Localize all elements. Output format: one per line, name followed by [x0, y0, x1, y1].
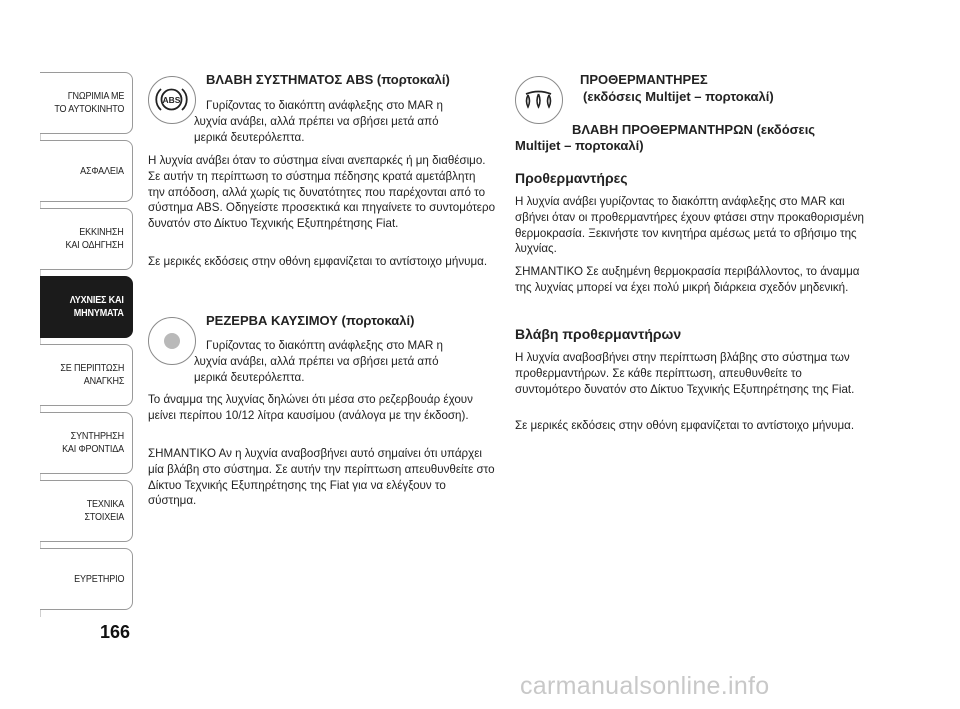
fuel-reserve-icon	[148, 317, 196, 365]
sidebar-tab-index[interactable]	[40, 548, 133, 610]
sidebar-tab-getting-to-know[interactable]	[40, 72, 133, 134]
sidebar-tab-warning-lights[interactable]	[40, 276, 133, 338]
sidebar-tab-label: ΕΥΡΕΤΗΡΙΟ	[73, 572, 124, 585]
abs-intro-line1: Γυρίζοντας το διακόπτη ανάφλεξης στο MAR η	[206, 99, 443, 112]
glow-plug-fault-subheading: Βλάβη προθερμαντήρων	[515, 326, 682, 342]
abs-message-note: Σε μερικές εκδόσεις στην οθόνη εμφανίζεται το αντίστοιχο μήνυμα.	[148, 255, 488, 268]
glow-plug-title-line2: (εκδόσεις Multijet – πορτοκαλί)	[583, 89, 774, 104]
sidebar-tab-label: ΣΕ ΠΕΡΙΠΤΩΣΗ ΑΝΑΓΚΗΣ	[60, 362, 124, 387]
glow-plug-message-note: Σε μερικές εκδόσεις στην οθόνη εμφανίζεται το αντίστοιχο μήνυμα.	[515, 419, 855, 432]
abs-icon-label: ABS	[162, 95, 181, 105]
glow-plugs-description: Η λυχνία ανάβει γυρίζοντας το διακόπτη ανάφλεξης στο MAR και σβήνει όταν οι προθερμαντήρες έχουν φτάσει στην προκαθορισμένη θερμοκρασία. Ξεκινήστε τον κινητήρα αμέσως μετά το σβήσιμο της λυχνίας.	[515, 195, 864, 256]
sidebar-tab-starting-driving[interactable]	[40, 208, 133, 270]
page-number: 166	[100, 622, 131, 642]
abs-title: ΒΛΑΒΗ ΣΥΣΤΗΜΑΤΟΣ ABS (πορτοκαλί)	[206, 72, 450, 87]
fuel-reserve-title: ΡΕΖΕΡΒΑ ΚΑΥΣΙΜΟΥ (πορτοκαλί)	[206, 313, 415, 328]
fuel-intro-line2: λυχνία ανάβει, αλλά πρέπει να σβήσει μετά από	[194, 355, 439, 368]
sidebar-tab-label: ΑΣΦΑΛΕΙΑ	[80, 164, 124, 177]
fuel-intro-line1: Γυρίζοντας το διακόπτη ανάφλεξης στο MAR η	[206, 339, 443, 352]
fuel-reserve-dot	[164, 333, 180, 349]
glow-plug-fault-title-line2: Multijet – πορτοκαλί)	[515, 138, 644, 153]
glow-plugs-important: ΣΗΜΑΝΤΙΚΟ Σε αυξημένη θερμοκρασία περιβάλλοντος, το άναμμα της λυχνίας μπορεί να έχει πολύ μικρή διάρκεια σχεδόν μηδενική.	[515, 265, 860, 294]
sidebar-tab-maintenance[interactable]	[40, 412, 133, 474]
fuel-reserve-description: Το άναμμα της λυχνίας δηλώνει ότι μέσα στο ρεζερβουάρ έχουν μείνει περίπου 10/12 λίτρα καυσίμου (ανάλογα με την έκδοση).	[148, 393, 473, 422]
sidebar-tab-emergency[interactable]	[40, 344, 133, 406]
glow-plug-fault-description: Η λυχνία αναβοσβήνει στην περίπτωση βλάβης στο σύστημα των προθερμαντήρων. Σε κάθε περίπτωση, απευθυνθείτε το συντομότερο δυνατόν στο Δίκτυο Τεχνικής Εξυπηρέτησης της Fiat.	[515, 351, 855, 396]
sidebar-tab-label: ΓΝΩΡΙΜΙΑ ΜΕ ΤΟ ΑΥΤΟΚΙΝΗΤΟ	[54, 90, 124, 115]
glow-plugs-subheading: Προθερμαντήρες	[515, 170, 628, 186]
watermark: carmanualsonline.info	[520, 672, 770, 700]
glow-plug-icon	[515, 76, 563, 124]
abs-warning-icon	[148, 76, 196, 124]
fuel-intro-line3: μερικά δευτερόλεπτα.	[194, 371, 305, 384]
sidebar-tab-label: ΣΥΝΤΗΡΗΣΗ ΚΑΙ ΦΡΟΝΤΙΔΑ	[62, 430, 124, 455]
sidebar-tab-label: ΕΚΚΙΝΗΣΗ ΚΑΙ ΟΔΗΓΗΣΗ	[65, 226, 124, 251]
abs-intro-line3: μερικά δευτερόλεπτα.	[194, 131, 305, 144]
sidebar-tab-label: ΤΕΧΝΙΚΑ ΣΤΟΙΧΕΙΑ	[84, 498, 124, 523]
sidebar-tab-label: ΛΥΧΝΙΕΣ ΚΑΙ ΜΗΝΥΜΑΤΑ	[70, 294, 124, 319]
abs-description: Η λυχνία ανάβει όταν το σύστημα είναι ανεπαρκές ή μη διαθέσιμο. Σε αυτήν τη περίπτωση το σύστημα πέδησης κρατά αμετάβλητη την απόδοση, αλλά χωρίς τις δυνατότητες που παρέχονται από το σύστημα ABS. Οδηγείστε προσεκτικά και πηγαίνετε το συντομότερο δυνατόν στο Δίκτυο Τεχνικής Εξυπηρέτησης Fiat.	[148, 154, 496, 231]
glow-plug-fault-title-line1: ΒΛΑΒΗ ΠΡΟΘΕΡΜΑΝΤΗΡΩΝ (εκδόσεις	[572, 122, 816, 137]
abs-intro-line2: λυχνία ανάβει, αλλά πρέπει να σβήσει μετά από	[194, 115, 439, 128]
sidebar-tab-safety[interactable]	[40, 140, 133, 202]
sidebar-tab-technical-specs[interactable]	[40, 480, 133, 542]
fuel-reserve-important: ΣΗΜΑΝΤΙΚΟ Αν η λυχνία αναβοσβήνει αυτό σημαίνει ότι υπάρχει μία βλάβη στο σύστημα. Σε αυτήν την περίπτωση απευθυνθείτε στο Δίκτυο Τεχνικής Εξυπηρέτησης της Fiat για να ελέγξουν το σύστημα.	[148, 447, 495, 508]
glow-plug-title-line1: ΠΡΟΘΕΡΜΑΝΤΗΡΕΣ	[580, 72, 708, 87]
